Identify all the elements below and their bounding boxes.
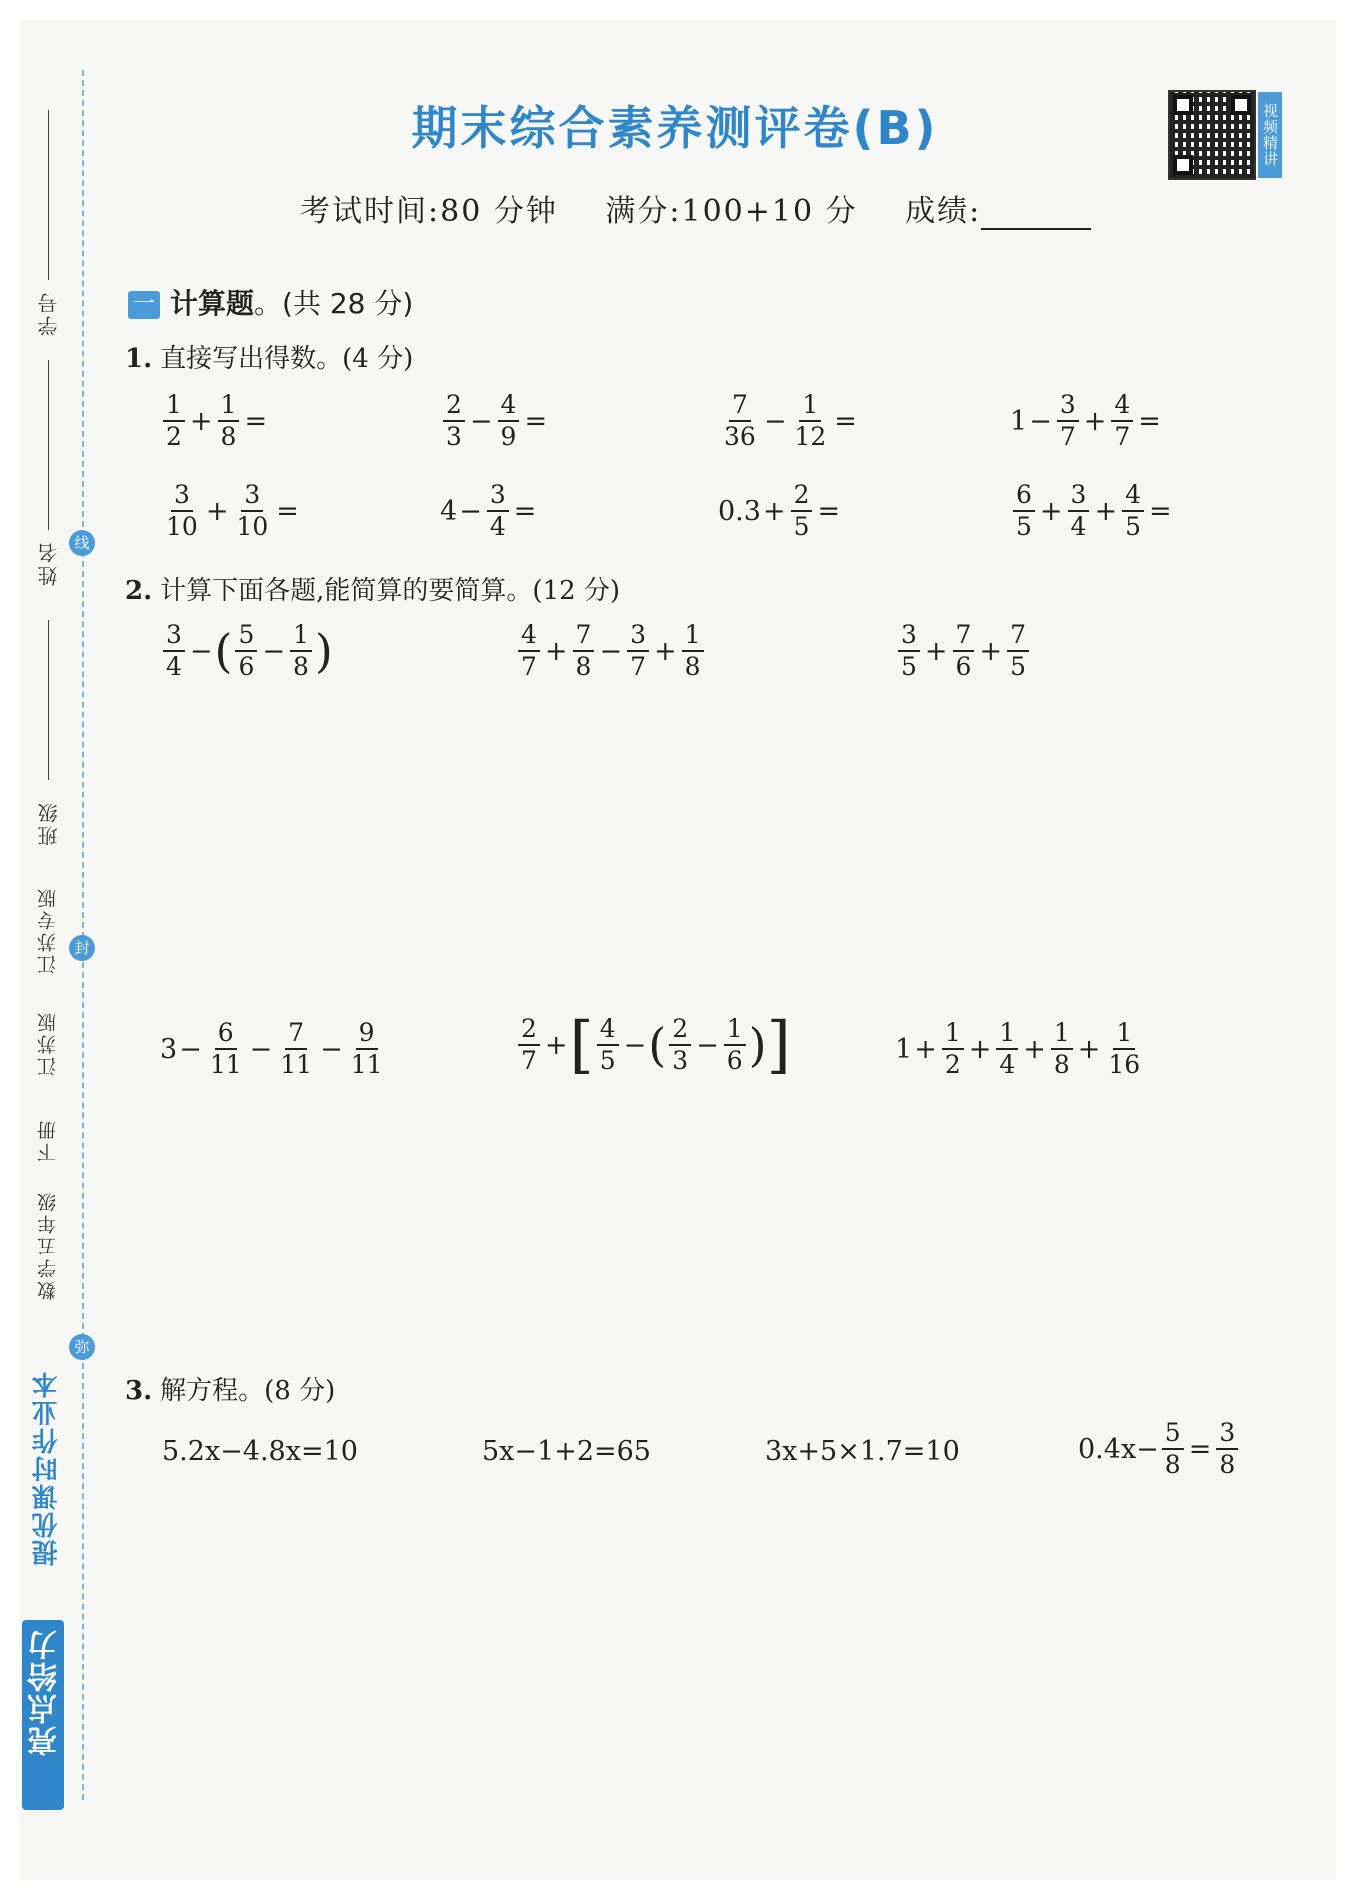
q2-expr-2: 4 7 + $\frac{7}{8}$ − $\frac{3}{7}$ + $\frac{1}{8}$ [515,622,707,681]
q1-num: 1. [125,344,153,374]
q3-header [125,1370,335,1407]
edition-label-3: 下册 [37,1118,59,1162]
q3-num: 3. [125,1376,153,1406]
xian-mark: 线 [69,530,95,556]
q3-eq-3: 3x+5×1.7=10 [765,1436,960,1467]
exam-title: 期末综合素养测评卷(B) [411,101,939,155]
q3-eq-1: 5.2x−4.8x=10 [162,1436,358,1467]
q1-header [125,338,413,375]
q2-expr-4: 3 − $\frac{6}{11}$ − $\frac{7}{11}$ − $\frac{9}{11}$ [160,1018,383,1080]
qr-code[interactable] [1168,90,1256,180]
exam-time: 考试时间:80 分钟 [300,194,558,229]
q1-expr-8: 6 5 + $\frac{3}{4}$ + $\frac{4}{5}$ = [1010,482,1174,541]
q1-expr-6: 4 − $\frac{3}{4}$ = [440,480,537,542]
q1-text: 直接写出得数。(4 分) [160,344,414,374]
banji-label: 班级 [37,800,61,846]
exam-full-score: 满分:100+10 分 [605,194,858,229]
q3-eq-2: 5x−1+2=65 [482,1436,651,1467]
section-1-header [128,282,413,322]
q2-num: 2. [125,576,153,606]
edition-label-1: 江苏专版 [37,886,59,974]
q1-expr-4: 1 − $\frac{3}{7}$ + $\frac{4}{7}$ = [1010,390,1161,452]
q2-text: 计算下面各题,能简算的要简算。(12 分) [160,576,621,606]
edition-label-4: 数学五年级 [37,1190,59,1300]
xingming-label: 姓名 [37,540,61,586]
q1-expr-2: 2 3 − $\frac{4}{9}$ = [440,392,549,451]
q2-expr-6: 1 + $\frac{1}{2}$ + $\frac{1}{4}$ + $\frac{1}{8}$ + $\frac{1}{16}$ [895,1018,1141,1080]
xuehao-label: 学号 [37,290,61,336]
brand-main-text: 亮点给力 [28,1628,63,1756]
q3-text: 解方程。(8 分) [160,1376,336,1406]
mi-mark: 弥 [69,1334,95,1360]
feng-mark: 封 [69,935,95,961]
grade-blank[interactable] [981,200,1091,230]
q2-expr-5: 2 7 + [ 4 5 − ( 2 3 − $\frac{1}{6}$ ) ] [515,1014,791,1076]
q2-expr-3: 3 5 + $\frac{7}{6}$ + $\frac{7}{5}$ [895,622,1032,681]
q1-expr-7: 0.3 + $\frac{2}{5}$ = [718,480,841,542]
banji-line [48,620,49,780]
q3-eq-4: 0.4x− $\frac{5}{8}$ = $\frac{3}{8}$ [1078,1420,1241,1479]
q1-expr-1: 1 2 + $\frac{1}{8}$ = [160,392,269,451]
brand-sub-text: 提优课时作业本 [32,1370,62,1566]
section-points: 。(共 28 分) [254,287,414,320]
exam-info [300,186,1127,230]
qr-video-label: 视频精讲 [1258,92,1282,178]
xingming-line [48,360,49,530]
q1-expr-3: 7 36 − $\frac{1}{12}$ = [724,390,857,452]
section-badge: 一 [128,291,160,319]
q2-expr-1: 3 4 − ( 5 6 − $\frac{1}{8}$ ) [160,622,333,681]
q1-expr-5: 3 10 + $\frac{3}{10}$ = [166,480,299,542]
section-title: 计算题 [170,287,255,320]
edition-label-2: 江苏版 [37,1010,59,1076]
q2-header [125,570,620,607]
grade-label: 成绩: [905,194,982,229]
